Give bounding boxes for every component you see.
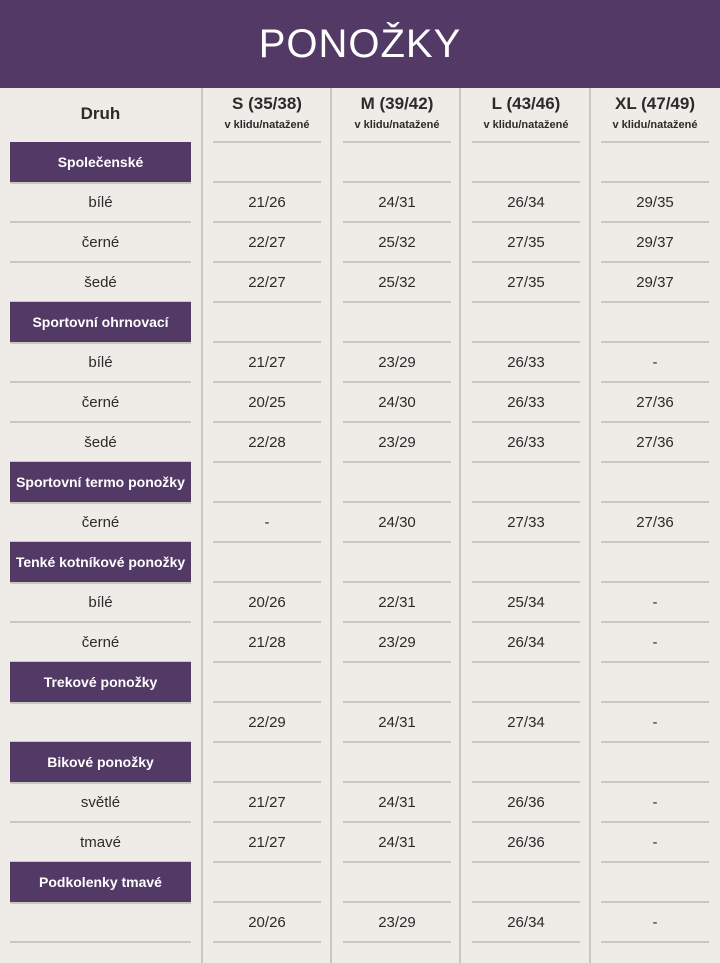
table-cell: - — [652, 793, 658, 811]
category-header: Trekové ponožky — [10, 662, 191, 702]
column-header-druh: Druh — [80, 104, 121, 123]
row-label: šedé — [84, 433, 117, 451]
table-cell — [213, 662, 321, 702]
column-sub-label: v klidu/natažené — [612, 119, 698, 131]
table-cell — [213, 542, 321, 582]
table-cell: 23/29 — [378, 913, 416, 931]
table-cell: 26/34 — [507, 193, 545, 211]
table-cell — [601, 742, 709, 782]
column-size-label: M (39/42) — [360, 94, 434, 113]
table-cell: 22/28 — [248, 433, 286, 451]
row-label: světlé — [80, 793, 121, 811]
page-header — [0, 0, 720, 88]
table-cell: - — [652, 593, 658, 611]
table-cell — [472, 302, 580, 342]
table-cell: 27/36 — [636, 393, 674, 411]
table-cell: - — [652, 833, 658, 851]
table-cell: 27/34 — [507, 713, 545, 731]
column-size-label: L (43/46) — [491, 94, 561, 113]
column-divider — [589, 88, 591, 963]
table-cell: 21/27 — [248, 793, 286, 811]
table-cell: 27/35 — [507, 233, 545, 251]
category-header: Společenské — [10, 142, 191, 182]
table-cell — [472, 142, 580, 182]
table-cell: 27/36 — [636, 513, 674, 531]
table-cell: 27/35 — [507, 273, 545, 291]
table-cell — [601, 862, 709, 902]
table-cell: - — [264, 513, 270, 531]
table-cell: - — [652, 913, 658, 931]
category-header: Tenké kotníkové ponožky — [10, 542, 191, 582]
row-label: černé — [81, 233, 120, 251]
table-cell — [601, 462, 709, 502]
category-header: Bikové ponožky — [10, 742, 191, 782]
page-title: PONOŽKY — [258, 21, 462, 66]
column-header — [333, 94, 461, 140]
table-cell — [213, 302, 321, 342]
table-cell: 27/33 — [507, 513, 545, 531]
table-cell — [213, 462, 321, 502]
row-divider — [213, 941, 321, 943]
row-label: černé — [81, 513, 120, 531]
table-cell: - — [652, 353, 658, 371]
table-cell: 29/37 — [636, 273, 674, 291]
table-cell: 22/31 — [378, 593, 416, 611]
table-cell — [601, 542, 709, 582]
table-cell: 20/26 — [248, 593, 286, 611]
table-cell: 26/36 — [507, 833, 545, 851]
table-cell — [472, 662, 580, 702]
row-label: černé — [81, 393, 120, 411]
table-cell: 24/31 — [378, 193, 416, 211]
row-label — [10, 702, 191, 742]
table-cell — [343, 302, 451, 342]
table-cell: 24/31 — [378, 713, 416, 731]
table-cell — [343, 142, 451, 182]
column-divider — [201, 88, 203, 963]
table-cell: 26/34 — [507, 913, 545, 931]
table-cell: - — [652, 633, 658, 651]
table-cell — [472, 862, 580, 902]
table-cell: 23/29 — [378, 633, 416, 651]
table-cell — [343, 862, 451, 902]
table-cell — [601, 302, 709, 342]
table-cell: 21/28 — [248, 633, 286, 651]
table-cell: 24/30 — [378, 513, 416, 531]
table-cell: 26/34 — [507, 633, 545, 651]
table-cell: 26/33 — [507, 433, 545, 451]
row-label: bílé — [88, 193, 113, 211]
row-divider — [343, 941, 451, 943]
table-cell: 26/36 — [507, 793, 545, 811]
table-cell — [472, 742, 580, 782]
row-divider — [472, 941, 580, 943]
table-cell: 24/31 — [378, 793, 416, 811]
column-size-label: S (35/38) — [232, 94, 302, 113]
row-divider — [10, 941, 191, 943]
table-cell — [343, 542, 451, 582]
category-header: Podkolenky tmavé — [10, 862, 191, 902]
table-cell: 22/27 — [248, 233, 286, 251]
category-header: Sportovní termo ponožky — [10, 462, 191, 502]
table-cell: 29/37 — [636, 233, 674, 251]
table-cell: 24/31 — [378, 833, 416, 851]
table-cell — [601, 142, 709, 182]
table-cell — [213, 742, 321, 782]
column-divider — [330, 88, 332, 963]
table-cell — [343, 462, 451, 502]
table-cell: 21/26 — [248, 193, 286, 211]
table-cell: 24/30 — [378, 393, 416, 411]
table-cell: 25/32 — [378, 273, 416, 291]
table-cell: - — [652, 713, 658, 731]
column-sub-label: v klidu/natažené — [224, 119, 310, 131]
row-label: tmavé — [80, 833, 121, 851]
table-cell: 21/27 — [248, 833, 286, 851]
table-cell: 26/33 — [507, 393, 545, 411]
row-divider — [601, 941, 709, 943]
column-header — [591, 94, 719, 140]
column-sub-label: v klidu/natažené — [354, 119, 440, 131]
table-cell — [213, 862, 321, 902]
table-cell — [213, 142, 321, 182]
table-cell: 21/27 — [248, 353, 286, 371]
table-cell: 22/29 — [248, 713, 286, 731]
table-cell: 27/36 — [636, 433, 674, 451]
table-cell: 23/29 — [378, 433, 416, 451]
row-label — [10, 902, 191, 942]
table-cell — [601, 662, 709, 702]
table-cell: 25/34 — [507, 593, 545, 611]
table-cell — [343, 662, 451, 702]
category-header: Sportovní ohrnovací — [10, 302, 191, 342]
row-label: šedé — [84, 273, 117, 291]
row-label: černé — [81, 633, 120, 651]
column-size-label: XL (47/49) — [614, 94, 695, 113]
column-divider — [459, 88, 461, 963]
column-sub-label: v klidu/natažené — [483, 119, 569, 131]
table-cell: 23/29 — [378, 353, 416, 371]
table-cell: 25/32 — [378, 233, 416, 251]
table-cell: 20/26 — [248, 913, 286, 931]
row-label: bílé — [88, 593, 113, 611]
column-header — [203, 94, 331, 140]
table-cell: 26/33 — [507, 353, 545, 371]
column-header — [462, 94, 590, 140]
table-cell — [472, 542, 580, 582]
table-cell: 20/25 — [248, 393, 286, 411]
table-cell: 22/27 — [248, 273, 286, 291]
row-label: bílé — [88, 353, 113, 371]
table-cell — [472, 462, 580, 502]
table-cell: 29/35 — [636, 193, 674, 211]
table-cell — [343, 742, 451, 782]
